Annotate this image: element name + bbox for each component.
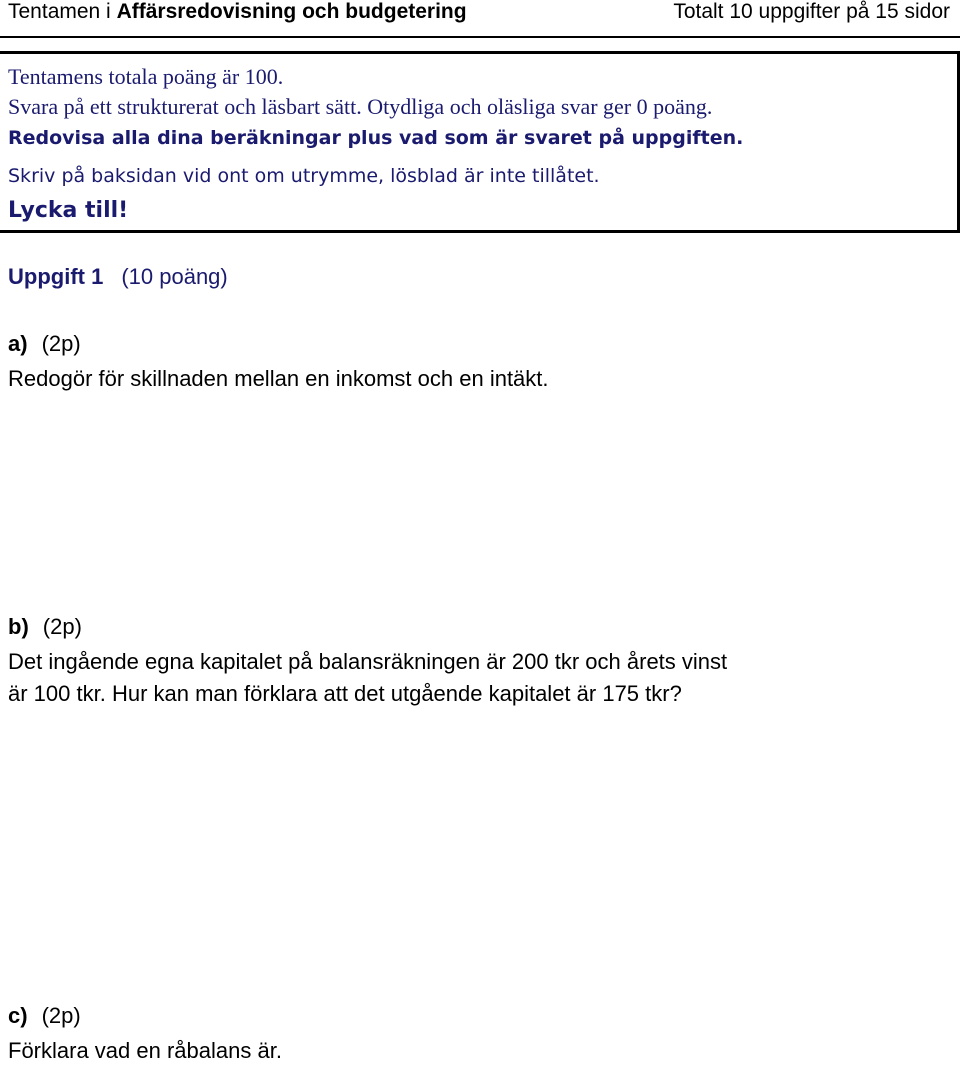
header-course-title (8, 0, 467, 24)
task-title (8, 264, 228, 290)
part-c-question: Förklara vad en råbalans är. (8, 1038, 282, 1063)
page-header (8, 0, 950, 28)
header-course-name: Affärsredovisning och budgetering (116, 0, 467, 23)
part-points: (2p) (41, 1003, 81, 1028)
task-name: Uppgift 1 (8, 264, 104, 289)
part-b-heading (8, 614, 82, 640)
instruction-backside: Skriv på baksidan vid ont om utrymme, lösblad är inte tillåtet. (8, 165, 600, 187)
header-prefix: Tentamen i (8, 0, 117, 23)
instruction-total-points: Tentamens totala poäng är 100. (8, 64, 284, 89)
part-b-question-line1: Det ingående egna kapitalet på balansräkningen är 200 tkr och årets vinst (8, 649, 728, 674)
part-letter: a) (8, 331, 28, 356)
part-letter: c) (8, 1003, 28, 1028)
instruction-good-luck: Lycka till! (8, 198, 129, 223)
instruction-structure: Svara på ett strukturerat och läsbart sätt. Otydliga och oläsliga svar ger 0 poäng. (8, 94, 713, 119)
part-a-heading (8, 331, 81, 357)
instruction-calculations: Redovisa alla dina beräkningar plus vad som är svaret på uppgiften. (8, 127, 744, 149)
instructions-box (0, 51, 960, 233)
part-b-question-line2: är 100 tkr. Hur kan man förklara att det utgående kapitalet är 175 tkr? (8, 681, 682, 706)
part-letter: b) (8, 614, 29, 639)
part-points: (2p) (42, 614, 82, 639)
part-a-question: Redogör för skillnaden mellan en inkomst och en intäkt. (8, 366, 549, 391)
part-points: (2p) (41, 331, 81, 356)
task-points: (10 poäng) (121, 264, 228, 289)
header-divider (0, 36, 960, 38)
part-c-heading (8, 1003, 81, 1029)
header-task-count: Totalt 10 uppgifter på 15 sidor (673, 0, 950, 23)
